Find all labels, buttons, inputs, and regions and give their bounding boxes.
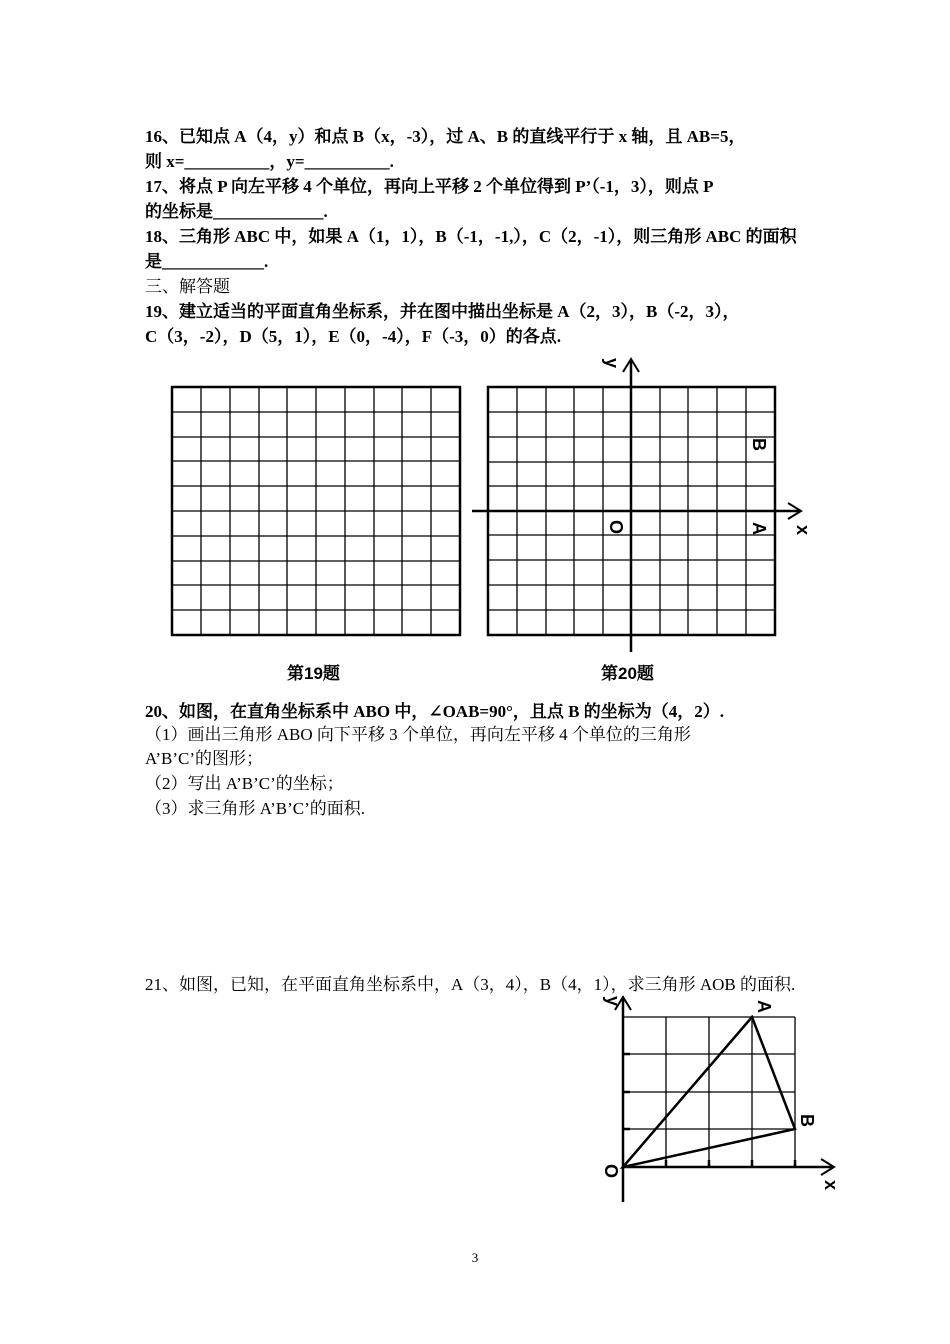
fig20-axis-y-label: y — [602, 358, 622, 369]
q20-line3: A’B’C’的图形； — [145, 749, 264, 768]
fig20-point-a-label: A — [749, 522, 769, 535]
fig19-grid — [170, 385, 462, 637]
q20-line2: （1）画出三角形 ABO 向下平移 3 个单位，再向左平移 4 个单位的三角形 — [145, 725, 691, 744]
page-number: 3 — [471, 1250, 479, 1265]
q20-line1: 20、如图，在直角坐标系中 ABO 中，∠OAB=90°，且点 B 的坐标为（4，2）. — [145, 702, 724, 721]
fig20-point-b-label: B — [749, 438, 769, 451]
fig21-figure — [595, 990, 845, 1205]
fig19-caption: 第19题 — [287, 664, 340, 683]
fig21-axis-x-label: x — [821, 1180, 841, 1191]
q19-line1: 19、建立适当的平面直角坐标系，并在图中描出坐标是 A（2，3），B（-2，3）， — [145, 302, 740, 321]
fig21-origin-label: O — [601, 1164, 621, 1179]
fig20-grid — [470, 350, 813, 660]
fig20-caption: 第20题 — [601, 664, 654, 683]
q20-line4: （2）写出 A’B’C’的坐标； — [145, 774, 344, 793]
section-heading: 三、解答题 — [145, 277, 230, 296]
q18-line2: 是____________. — [145, 252, 269, 271]
q17-line2: 的坐标是_____________. — [145, 202, 328, 221]
q16-line1: 16、已知点 A（4，y）和点 B（x，-3），过 A、B 的直线平行于 x 轴，且 AB=5， — [145, 127, 746, 146]
fig21-axis-y-label: y — [603, 996, 623, 1007]
q21-line1: 21、如图，已知，在平面直角坐标系中，A（3，4），B（4，1），求三角形 AOB 的面积. — [145, 975, 796, 994]
fig21-point-b-label: B — [797, 1114, 817, 1127]
q19-line2: C（3，-2），D（5，1），E（0，-4），F（-3，0）的各点. — [145, 327, 562, 346]
q20-line5: （3）求三角形 A’B’C’的面积. — [145, 799, 366, 818]
q17-line1: 17、将点 P 向左平移 4 个单位，再向上平移 2 个单位得到 P’（-1，3），则点 P — [145, 177, 714, 196]
fig20-origin-label: O — [606, 520, 626, 535]
fig20-axis-x-label: x — [793, 525, 813, 536]
fig21-point-a-label: A — [754, 1000, 774, 1013]
q18-line1: 18、三角形 ABC 中，如果 A（1，1），B（-1，-1,），C（2，-1），则三角形 ABC 的面积 — [145, 227, 797, 246]
q16-line2: 则 x=__________，y=__________. — [145, 152, 394, 171]
